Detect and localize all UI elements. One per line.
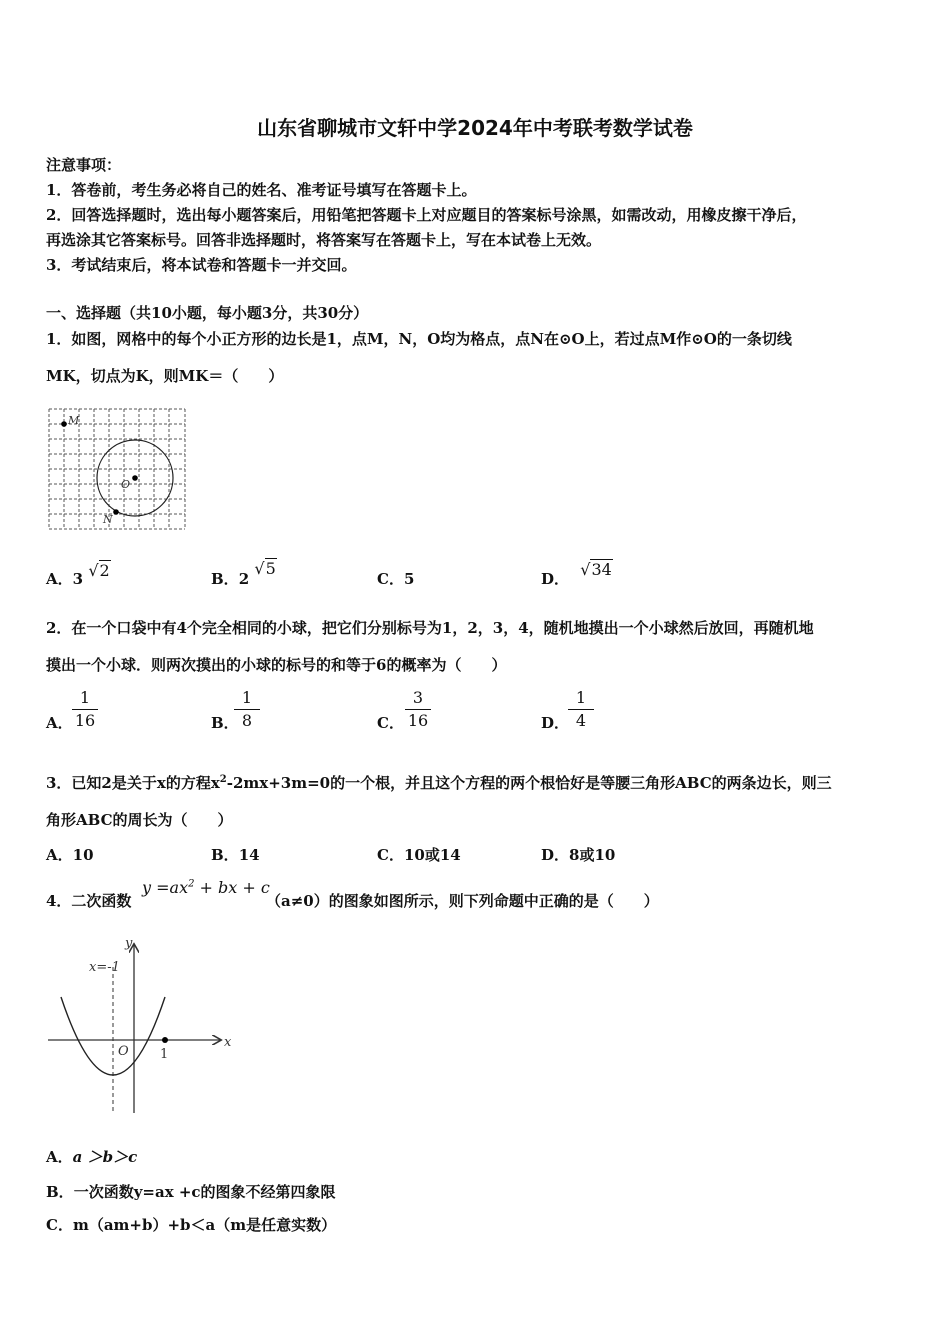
sqrt-symbol: √2 <box>88 561 110 580</box>
q1-option-d[interactable] <box>541 560 612 589</box>
option-value: 8或10 <box>569 846 616 864</box>
numerator: 1 <box>79 688 91 707</box>
option-value: 14 <box>238 846 260 864</box>
point-n <box>113 509 119 515</box>
q3-text-pre: 3．已知2是关于x的方程x <box>46 774 220 792</box>
option-letter: A． <box>46 570 73 588</box>
root-point <box>162 1037 168 1043</box>
denominator: 4 <box>575 711 587 730</box>
formula-part: y =ax <box>142 878 189 897</box>
q2-option-d-fraction <box>566 688 596 731</box>
q3-option-d[interactable] <box>541 844 615 865</box>
q4-formula <box>142 878 270 897</box>
notice-item: 1．答卷前，考生务必将自己的姓名、准考证号填写在答题卡上。 <box>46 181 477 199</box>
option-letter: D． <box>541 846 570 864</box>
q2-option-c-fraction <box>403 688 433 731</box>
option-letter: D． <box>541 570 570 588</box>
denominator: 8 <box>241 711 253 730</box>
label-n: N <box>103 513 113 526</box>
option-text: m（am+b）+b＜a（m是任意实数） <box>72 1216 337 1234</box>
question-1-line-1: 1．如图，网格中的每个小正方形的边长是1，点M，N，O均为格点，点N在⊙O上，若过点M作⊙O的一条切线 <box>46 330 792 348</box>
option-letter: B． <box>211 570 239 588</box>
label-x: x <box>224 1035 232 1050</box>
q2-option-a-fraction <box>70 688 100 731</box>
q1-option-b[interactable] <box>211 559 277 589</box>
formula-exponent: 2 <box>188 878 195 890</box>
numerator: 1 <box>575 688 587 707</box>
option-coef: 2 <box>238 570 250 588</box>
label-o: O <box>121 478 131 491</box>
notice-item: 再选涂其它答案标号。回答非选择题时，将答案写在答题卡上，写在本试卷上无效。 <box>46 231 602 249</box>
option-value: 5 <box>403 570 415 588</box>
option-letter: A． <box>46 1148 73 1166</box>
question-3-line-2: 角形ABC的周长为（ ） <box>46 811 233 829</box>
question-3-line-1 <box>46 772 832 793</box>
option-letter: C． <box>377 846 404 864</box>
label-m: M <box>68 414 80 427</box>
formula-part: + bx + c <box>194 878 270 897</box>
q1-option-c[interactable] <box>377 568 414 589</box>
section-heading: 一、选择题（共10小题，每小题3分，共30分） <box>46 304 369 322</box>
numerator: 1 <box>241 688 253 707</box>
parabola-curve <box>61 997 165 1075</box>
numerator: 3 <box>412 688 424 707</box>
question-1-line-2: MK，切点为K，则MK＝（ ） <box>46 367 284 385</box>
q1-option-a[interactable] <box>46 561 111 589</box>
q2-option-b-letter[interactable]: B． <box>211 714 239 732</box>
q2-option-c-letter[interactable]: C． <box>377 714 404 732</box>
q4-option-b[interactable] <box>46 1181 336 1202</box>
point-m <box>61 421 67 427</box>
notice-item: 3．考试结束后，将本试卷和答题卡一并交回。 <box>46 256 357 274</box>
denominator: 16 <box>74 711 96 730</box>
q3-text-post: -2mx+3m=0的一个根，并且这个方程的两个根恰好是等腰三角形ABC的两条边长，则三 <box>226 774 832 792</box>
q4-option-a[interactable] <box>46 1146 137 1167</box>
notice-item: 2．回答选择题时，选出每小题答案后，用铅笔把答题卡上对应题目的答案标号涂黑，如需改动，用橡皮擦干净后， <box>46 206 807 224</box>
radicand: 2 <box>99 561 110 580</box>
sqrt-symbol: √5 <box>254 559 276 578</box>
q2-option-b-fraction <box>232 688 262 731</box>
label-origin: O <box>118 1044 129 1059</box>
parabola-figure <box>46 935 246 1120</box>
option-letter: C． <box>46 1216 73 1234</box>
option-coef: 3 <box>72 570 84 588</box>
notice-heading: 注意事项： <box>46 156 122 174</box>
question-4-post: （a≠0）的图象如图所示，则下列命题中正确的是（ ） <box>266 892 659 910</box>
option-value: 10 <box>72 846 94 864</box>
option-value: 10或14 <box>403 846 461 864</box>
q2-option-d-letter[interactable]: D． <box>541 714 570 732</box>
denominator: 16 <box>407 711 429 730</box>
sqrt-symbol: √34 <box>580 560 612 579</box>
option-letter: C． <box>377 570 404 588</box>
radicand: 34 <box>591 560 612 579</box>
grid-circle-figure <box>46 406 188 532</box>
q3-option-a[interactable] <box>46 844 94 865</box>
label-axis-equation: x=-1 <box>89 960 120 975</box>
question-4-pre: 4．二次函数 <box>46 892 132 910</box>
question-2-line-1: 2．在一个口袋中有4个完全相同的小球，把它们分别标号为1，2，3，4，随机地摸出一个小球然后放回，再随机地 <box>46 619 814 637</box>
point-o <box>132 475 138 481</box>
option-letter: B． <box>46 1183 74 1201</box>
q3-option-b[interactable] <box>211 844 260 865</box>
page-title: 山东省聊城市文轩中学2024年中考联考数学试卷 <box>257 116 693 140</box>
q3-exponent: 2 <box>219 774 227 785</box>
q3-option-c[interactable] <box>377 844 461 865</box>
option-text: 一次函数y=ax +c的图象不经第四象限 <box>73 1183 336 1201</box>
q2-option-a-letter[interactable]: A． <box>46 714 73 732</box>
question-2-line-2: 摸出一个小球．则两次摸出的小球的标号的和等于6的概率为（ ） <box>46 656 507 674</box>
q4-option-c[interactable] <box>46 1214 336 1235</box>
option-letter: A． <box>46 846 73 864</box>
label-y: y <box>125 936 133 951</box>
option-text: a ＞b＞c <box>72 1148 138 1166</box>
radicand: 5 <box>265 559 276 578</box>
option-letter: B． <box>211 846 239 864</box>
label-one: 1 <box>160 1047 169 1062</box>
